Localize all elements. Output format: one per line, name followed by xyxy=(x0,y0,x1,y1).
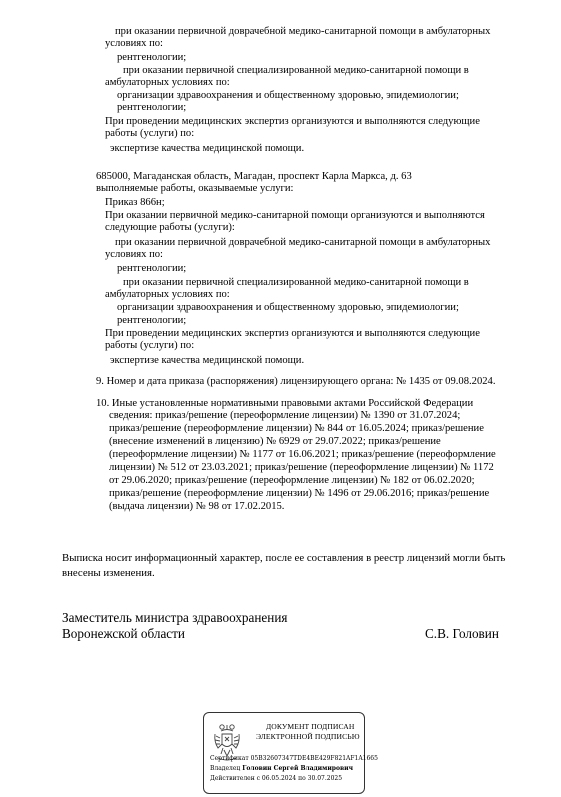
text-line: (внесение изменений в лицензию) № 6929 от 29.07.2022; приказ/решение xyxy=(109,436,441,447)
text-line: амбулаторных условиях по: xyxy=(105,77,230,88)
text-line: Приказ 866н; xyxy=(105,197,165,208)
text-line: рентгенологии; xyxy=(117,52,187,63)
stamp-title: ДОКУМЕНТ ПОДПИСАН xyxy=(266,722,355,731)
signer-name: С.В. Головин xyxy=(425,626,499,641)
signer-position: Воронежской области xyxy=(62,626,185,641)
text-line: сведения: приказ/решение (переоформление лицензии) № 1390 от 31.07.2024; xyxy=(109,410,461,421)
stamp-title: ЭЛЕКТРОННОЙ ПОДПИСЬЮ xyxy=(256,732,360,741)
text-line: следующие работы (услуги): xyxy=(105,222,235,233)
text-line: При проведении медицинских экспертиз организуются и выполняются следующие xyxy=(105,116,480,127)
text-line: амбулаторных условиях по: xyxy=(105,289,230,300)
text-line: рентгенологии; xyxy=(117,263,187,274)
text-line: от 29.06.2020; приказ/решение (переоформление лицензии) № 182 от 06.02.2020; xyxy=(109,475,475,486)
address-line: 685000, Магаданская область, Магадан, проспект Карла Маркса, д. 63 xyxy=(96,171,412,182)
text-line: при оказании первичной специализированной медико-санитарной помощи в xyxy=(123,277,469,288)
text-line: при оказании первичной доврачебной медико-санитарной помощи в амбулаторных xyxy=(115,26,491,37)
text-line: (выдача лицензии) № 98 от 17.02.2015. xyxy=(109,501,285,512)
text-line: рентгенологии; xyxy=(117,102,187,113)
text-line: работы (услуги) по: xyxy=(105,128,195,139)
text-line: при оказании первичной доврачебной медико-санитарной помощи в амбулаторных xyxy=(115,237,491,248)
stamp-owner: Владелец Головин Сергей Владимирович xyxy=(210,765,353,772)
text-line: работы (услуги) по: xyxy=(105,340,195,351)
text-line: 10. Иные установленные нормативными правовыми актами Российской Федерации xyxy=(96,398,474,409)
text-line: выполняемые работы, оказываемые услуги: xyxy=(96,183,294,194)
text-line: при оказании первичной специализированной медико-санитарной помощи в xyxy=(123,65,469,76)
text-line: При оказании первичной медико-санитарной помощи организуются и выполняются xyxy=(105,210,485,221)
text-line: условиях по: xyxy=(105,38,163,49)
text-line: рентгенологии; xyxy=(117,315,187,326)
order-number-line: 9. Номер и дата приказа (распоряжения) лицензирующего органа: № 1435 от 09.08.2024. xyxy=(96,376,496,387)
text-line: приказ/решение (переоформление лицензии) № 1496 от 29.06.2016; приказ/решение xyxy=(109,488,490,499)
text-line: условиях по: xyxy=(105,249,163,260)
text-line: экспертизе качества медицинской помощи. xyxy=(110,143,305,154)
text-line: лицензии) № 512 от 23.03.2021; приказ/решение (переоформление лицензии) № 1172 xyxy=(109,462,494,473)
text-line: (переоформление лицензии) № 1177 от 16.06.2021; приказ/решение (переоформление xyxy=(109,449,496,460)
notice-text: Выписка носит информационный характер, после ее составления в реестр лицензий могли быть xyxy=(62,552,506,564)
text-line: организации здравоохранения и общественному здоровью, эпидемиологии; xyxy=(117,90,459,101)
text-line: приказ/решение (переоформление лицензии) № 844 от 16.05.2024; приказ/решение xyxy=(109,423,484,434)
stamp-validity: Действителен с 06.05.2024 по 30.07.2025 xyxy=(210,775,343,782)
notice-text: внесены изменения. xyxy=(62,567,155,579)
text-line: экспертизе качества медицинской помощи. xyxy=(110,355,305,366)
text-line: При проведении медицинских экспертиз организуются и выполняются следующие xyxy=(105,328,480,339)
stamp-certificate: Сертификат 05B32607347TDE4BE429F821AF1A1665 xyxy=(210,755,378,762)
text-line: организации здравоохранения и общественному здоровью, эпидемиологии; xyxy=(117,302,459,313)
signer-position: Заместитель министра здравоохранения xyxy=(62,610,288,625)
electronic-signature-stamp xyxy=(203,712,378,794)
